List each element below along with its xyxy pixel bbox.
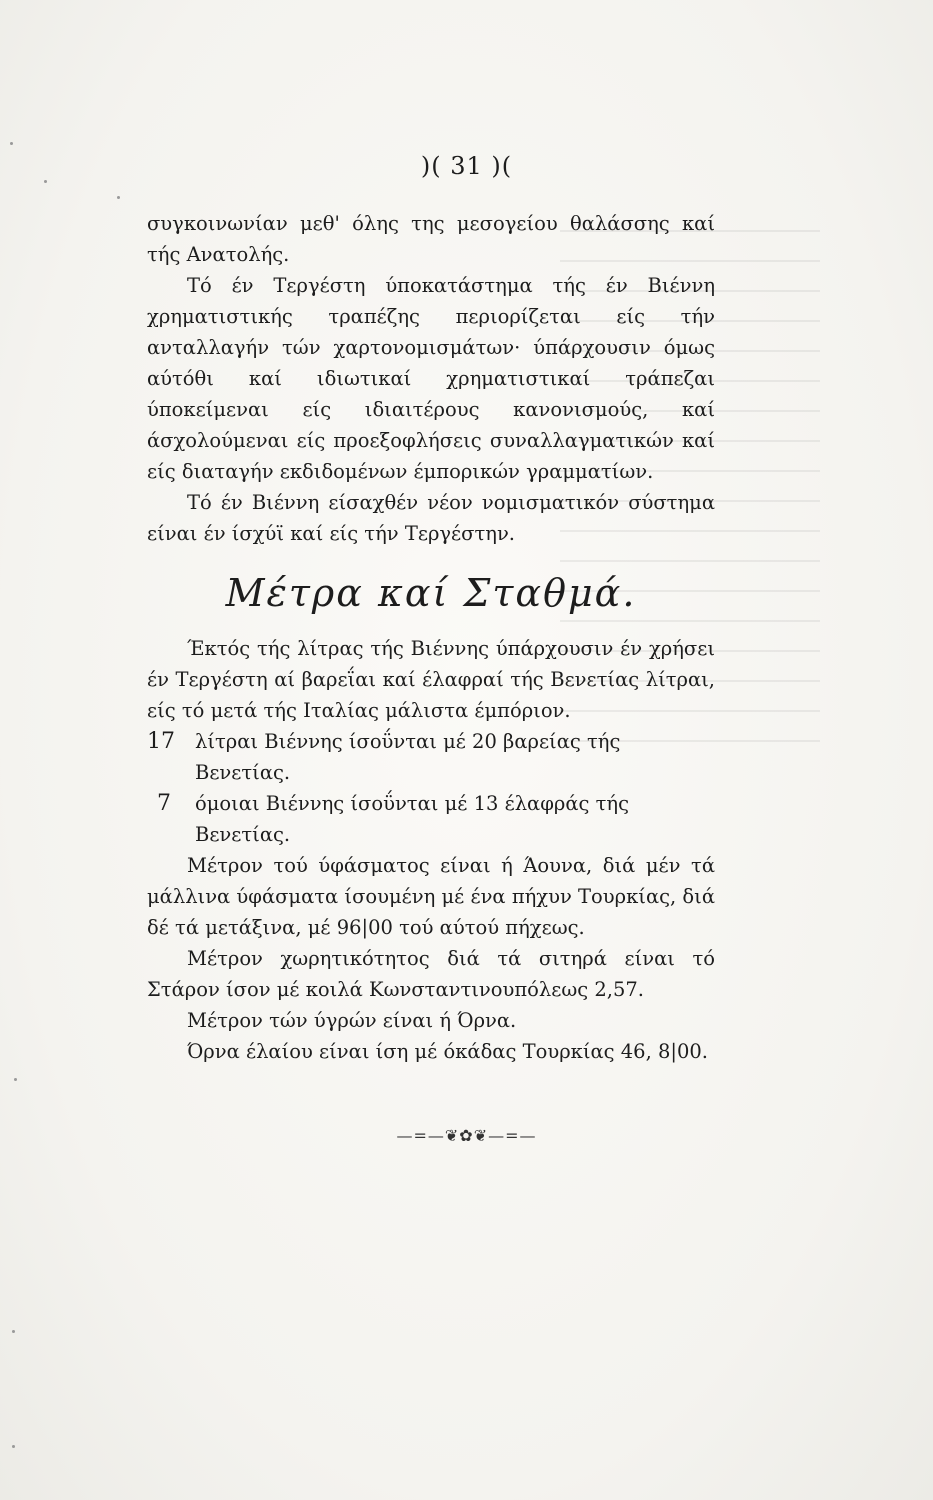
equivalence-number: 17 [147,729,175,754]
equivalence-text: λίτραι Βιέννης ίσοΰνται μέ 20 βαρείας τής Βενετίας. [195,730,621,784]
paragraph-continuation: συγκοινωνίαν μεθ' όλης της μεσογείου θαλάσσης καί τής Ανατολής. [147,212,715,266]
equivalence-text: όμοιαι Βιέννης ίσοΰνται μέ 13 έλαφράς τής Βενετίας. [195,792,630,846]
ornament-divider: —=—❦✿❦—=— [396,1126,537,1145]
page-body [147,208,715,1067]
section-title: Μέτρα καί Σταθμά. [225,571,637,615]
equivalence-row [147,726,715,788]
paragraph-grain-measure: Μέτρον χωρητικότητος διά τά σιτηρά είναι τό Στάρον ίσον μέ κοιλά Κωνσταντινουπόλεως 2,57. [147,947,715,1001]
paragraph-weights: Έκτός τής λίτρας τής Βιέννης ύπάρχουσιν έν χρήσει έν Τεργέστη αί βαρεΐαι καί έλαφραί τής Βενετίας λίτραι, είς τό μετά τής Ιταλίας μάλιστα έμπόριον. [147,637,715,722]
paragraph-currency: Τό έν Βιέννη είσαχθέν νέον νομισματικόν σύστημα είναι έν ίσχύϊ καί είς τήν Τεργέστην. [147,491,715,545]
equivalence-number: 7 [157,791,171,816]
paragraph-oil-measure: Όρνα έλαίου είναι ίση μέ όκάδας Τουρκίας 46, 8|00. [187,1040,708,1063]
page-number: )( 31 )( [420,152,513,180]
paragraph-bank: Τό έν Τεργέστη ύποκατάστημα τής έν Βιέννη χρηματιστικής τραπέζης περιορίζεται είς τήν ανταλλαγήν τών χαρτονομισμάτων· ύπάρχουσιν όμως αύτόθι καί ιδιωτικαί χρηματιστικαί τράπεζαι ύποκείμεναι είς ιδιαιτέρους κανονισμούς, καί άσχολούμεναι είς προεξοφλήσεις συναλλαγματικών καί είς διαταγήν εκδιδομένων έμπορικών γραμματίων. [147,274,715,483]
equivalence-row [147,788,715,850]
paragraph-cloth-measure: Μέτρον τού ύφάσματος είναι ή Άουνα, διά μέν τά μάλλινα ύφάσματα ίσουμένη μέ ένα πήχυν Τουρκίας, διά δέ τά μετάξινα, μέ 96|00 τού αύτού πήχεως. [147,854,715,939]
paragraph-liquid-measure: Μέτρον τών ύγρών είναι ή Όρνα. [187,1009,517,1032]
